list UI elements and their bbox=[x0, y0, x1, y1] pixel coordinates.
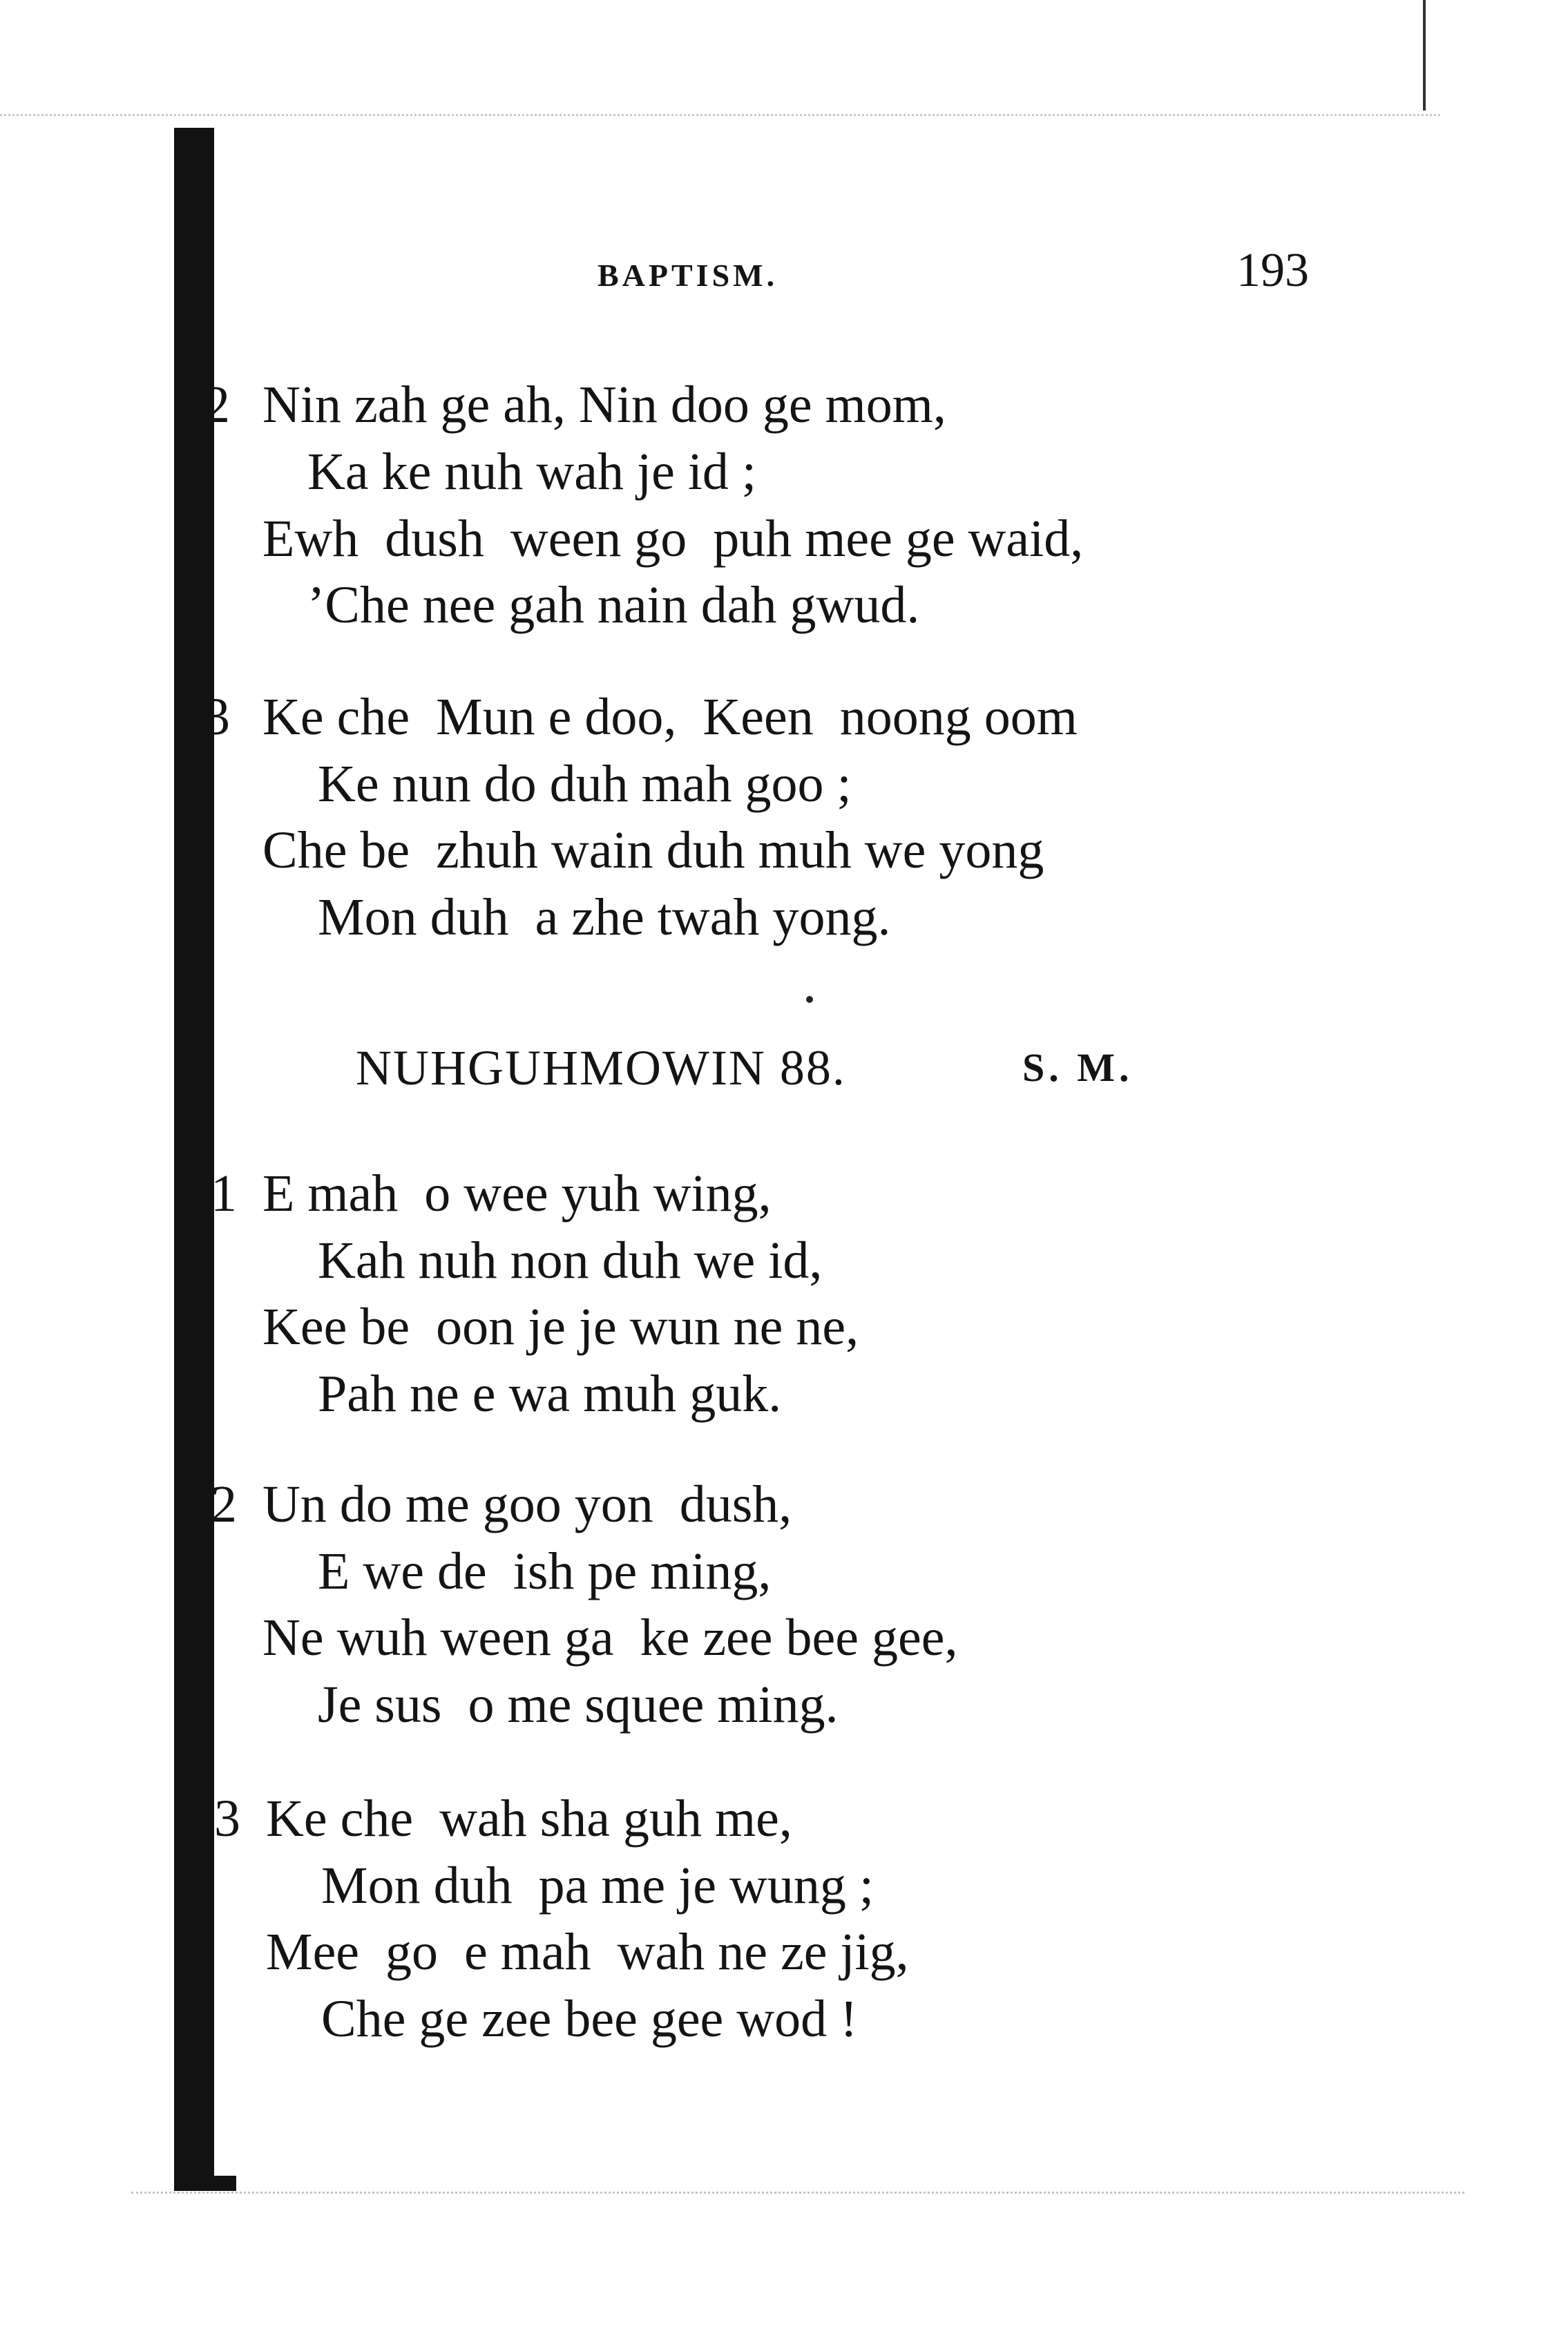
stanza-number: 2 bbox=[211, 1475, 237, 1533]
verse-line: Che be zhuh wain duh muh we yong bbox=[262, 821, 1044, 879]
page-number: 193 bbox=[1236, 244, 1309, 297]
verse-line: Mon duh pa me je wung ; bbox=[321, 1857, 874, 1915]
page-edge-line bbox=[1423, 0, 1426, 111]
verse-line: Ka ke nuh wah je id ; bbox=[307, 443, 757, 501]
scan-top-edge bbox=[0, 114, 1440, 116]
verse-line: Ke che wah sha guh me, bbox=[266, 1790, 792, 1848]
running-header: BAPTISM. bbox=[597, 258, 778, 293]
verse-line: Un do me goo yon dush, bbox=[262, 1475, 792, 1533]
verse-line: Pah ne e wa muh guk. bbox=[318, 1365, 782, 1423]
verse-line: Kee be oon je je wun ne ne, bbox=[262, 1298, 859, 1356]
stanza-number: 3 bbox=[204, 688, 230, 746]
verse-line: Ke nun do duh mah goo ; bbox=[318, 755, 852, 813]
verse-line: Ne wuh ween ga ke zee bee gee, bbox=[262, 1609, 958, 1667]
verse-line: Kah nuh non duh we id, bbox=[318, 1232, 823, 1290]
scan-bottom-edge bbox=[131, 2192, 1464, 2194]
binding-gutter-shadow bbox=[174, 128, 214, 2190]
stanza-number: 1 bbox=[211, 1165, 237, 1223]
verse-line: Ewh dush ween go puh mee ge waid, bbox=[262, 510, 1084, 568]
verse-line: Mon duh a zhe twah yong. bbox=[318, 888, 891, 946]
hymn-meter: S. M. bbox=[1022, 1045, 1134, 1090]
stanza-number: 3 bbox=[214, 1790, 240, 1848]
ink-speck bbox=[806, 996, 813, 1003]
binding-gutter-foot bbox=[174, 2176, 236, 2191]
verse-line: Mee go e mah wah ne ze jig, bbox=[266, 1923, 909, 1981]
verse-line: Ke che Mun e doo, Keen noong oom bbox=[262, 688, 1078, 746]
stanza-number: 2 bbox=[204, 376, 230, 434]
verse-line: ’Che nee gah nain dah gwud. bbox=[307, 576, 920, 634]
verse-line: Je sus o me squee ming. bbox=[318, 1676, 839, 1734]
hymn-title: NUHGUHMOWIN 88. bbox=[356, 1040, 846, 1095]
verse-line: E we de ish pe ming, bbox=[318, 1542, 772, 1600]
verse-line: Che ge zee bee gee wod ! bbox=[321, 1990, 858, 2048]
verse-line: Nin zah ge ah, Nin doo ge mom, bbox=[262, 376, 946, 434]
verse-line: E mah o wee yuh wing, bbox=[262, 1165, 772, 1223]
